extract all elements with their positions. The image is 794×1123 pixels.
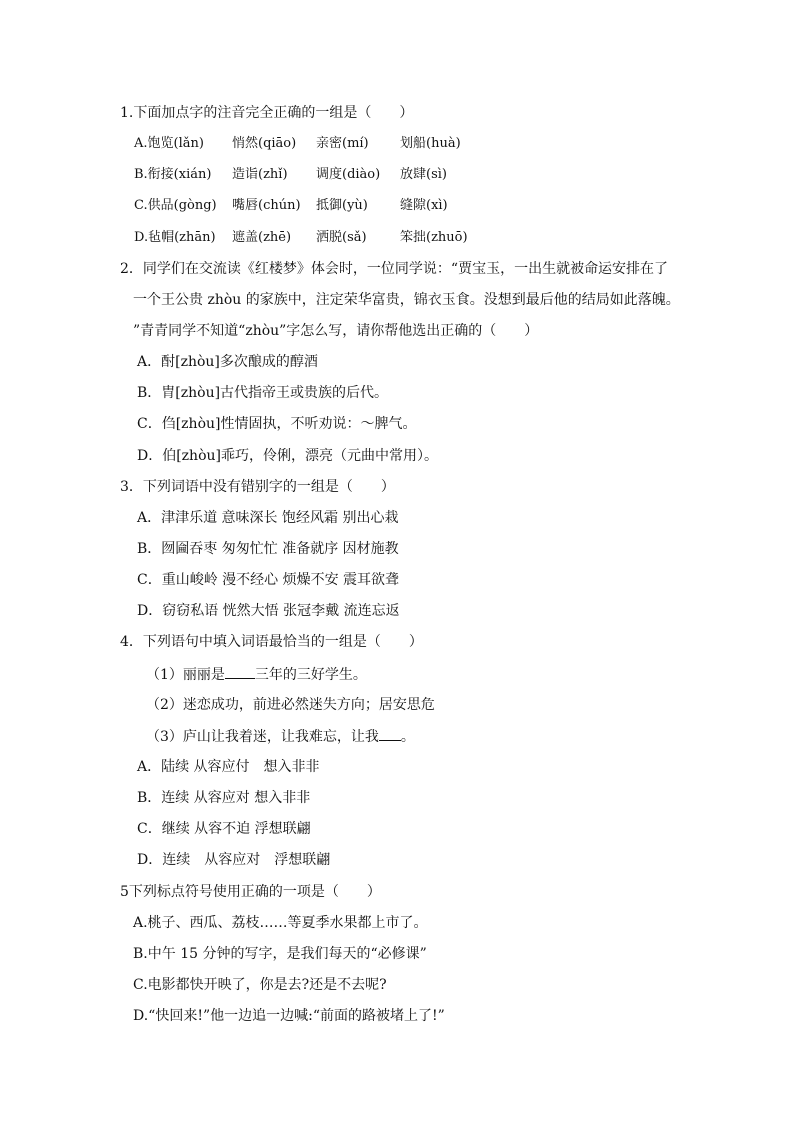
q1-c-word4: 缝隙(xì) <box>400 198 448 213</box>
q1-c-word3: 抵御(yù) <box>316 198 368 213</box>
q4-option-c: C．继续 从容不迫 浮想联翩 <box>137 821 311 837</box>
q2-stem-line3: ”青青同学不知道“zhòu”字怎么写，请你帮他选出正确的（ ） <box>133 323 539 339</box>
q4-s1-blank <box>225 664 255 679</box>
q1-d-word4: 笨拙(zhuō) <box>400 230 468 245</box>
q4-sentence-3 <box>146 726 415 747</box>
q4-s1-prefix: （1）丽丽是 <box>146 667 225 683</box>
q1-a-word4: 划船(huà) <box>400 136 461 151</box>
q2-option-d: D．伯[zhòu]乖巧，伶俐，漂亮（元曲中常用）。 <box>137 448 438 464</box>
q1-stem: 1.下面加点字的注音完全正确的一组是（ ） <box>120 105 414 121</box>
q5-option-a: A.桃子、西瓜、荔枝……等夏季水果都上市了。 <box>133 915 428 931</box>
q4-option-a: A．陆续 从容应付 想入非非 <box>137 759 320 775</box>
q1-d-word3: 洒脱(sǎ) <box>316 230 367 245</box>
q1-c-word2: 嘴唇(chún) <box>232 198 301 213</box>
q3-option-b: B．囫圇吞枣 匆匆忙忙 准备就序 因材施教 <box>137 541 399 557</box>
q2-stem-line1: 2．同学们在交流读《红楼梦》体会时，一位同学说：“贾宝玉，一出生就被命运安排在了 <box>120 261 669 277</box>
q1-b-word2: 造诣(zhǐ) <box>232 167 288 182</box>
q1-a-word2: 悄然(qiāo) <box>232 136 297 151</box>
q1-b-word4: 放肆(sì) <box>400 167 447 182</box>
q4-stem: 4．下列语句中填入词语最恰当的一组是（ ） <box>120 634 423 650</box>
q3-option-d: D．窃窃私语 恍然大悟 张冠李戴 流连忘返 <box>137 603 400 619</box>
q5-option-c: C.电影都快开映了，你是去?还是不去呢? <box>133 977 387 993</box>
q5-stem: 5下列标点符号使用正确的一项是（ ） <box>120 884 381 900</box>
q3-option-a: A．津津乐道 意味深长 饱经风霜 别出心栽 <box>137 510 399 526</box>
q2-option-b: B．胄[zhòu]古代指帝王或贵族的后代。 <box>137 385 389 401</box>
q2-stem-line2: 一个王公贵 zhòu 的家族中，注定荣华富贵，锦衣玉食。没想到最后他的结局如此落魄。 <box>133 292 680 308</box>
q4-option-b: B．连续 从容应对 想入非非 <box>137 790 311 806</box>
q3-option-c: C．重山峻岭 漫不经心 烦燥不安 震耳欲聋 <box>137 572 400 588</box>
q1-b-word3: 调度(diào) <box>316 167 381 182</box>
q4-s3-suffix: 。 <box>400 729 415 745</box>
q1-b-word1: B.衔接(xián) <box>134 167 212 182</box>
q2-option-a: A．酎[zhòu]多次酿成的醇酒 <box>137 354 318 370</box>
q1-d-word1: D.毡帽(zhān) <box>134 230 216 245</box>
q4-s1-suffix: 三年的三好学生。 <box>254 667 367 683</box>
q3-stem: 3．下列词语中没有错别字的一组是（ ） <box>120 479 395 495</box>
q4-option-d: D．连续 从容应对 浮想联翩 <box>137 852 331 868</box>
q1-c-word1: C.供品(gòng) <box>134 198 217 213</box>
q4-sentence-1 <box>146 664 367 685</box>
q1-a-word3: 亲密(mí) <box>316 136 369 151</box>
q5-option-d: D.“快回来!”他一边追一边喊:“前面的路被堵上了!” <box>133 1008 445 1024</box>
q2-option-c: C．㑇[zhòu]性情固执，不听劝说：～脾气。 <box>137 416 417 432</box>
q1-d-word2: 遮盖(zhē) <box>232 230 292 245</box>
q1-a-word1: A.饱览(lǎn) <box>134 136 204 151</box>
q4-s3-blank <box>379 726 401 741</box>
q4-s3-prefix: （3）庐山让我着迷，让我难忘，让我 <box>146 729 379 745</box>
q5-option-b: B.中午 15 分钟的写字，是我们每天的“必修课” <box>133 946 427 962</box>
q4-sentence-2: （2）迷恋成功，前进必然迷失方向；居安思危 <box>146 697 435 713</box>
